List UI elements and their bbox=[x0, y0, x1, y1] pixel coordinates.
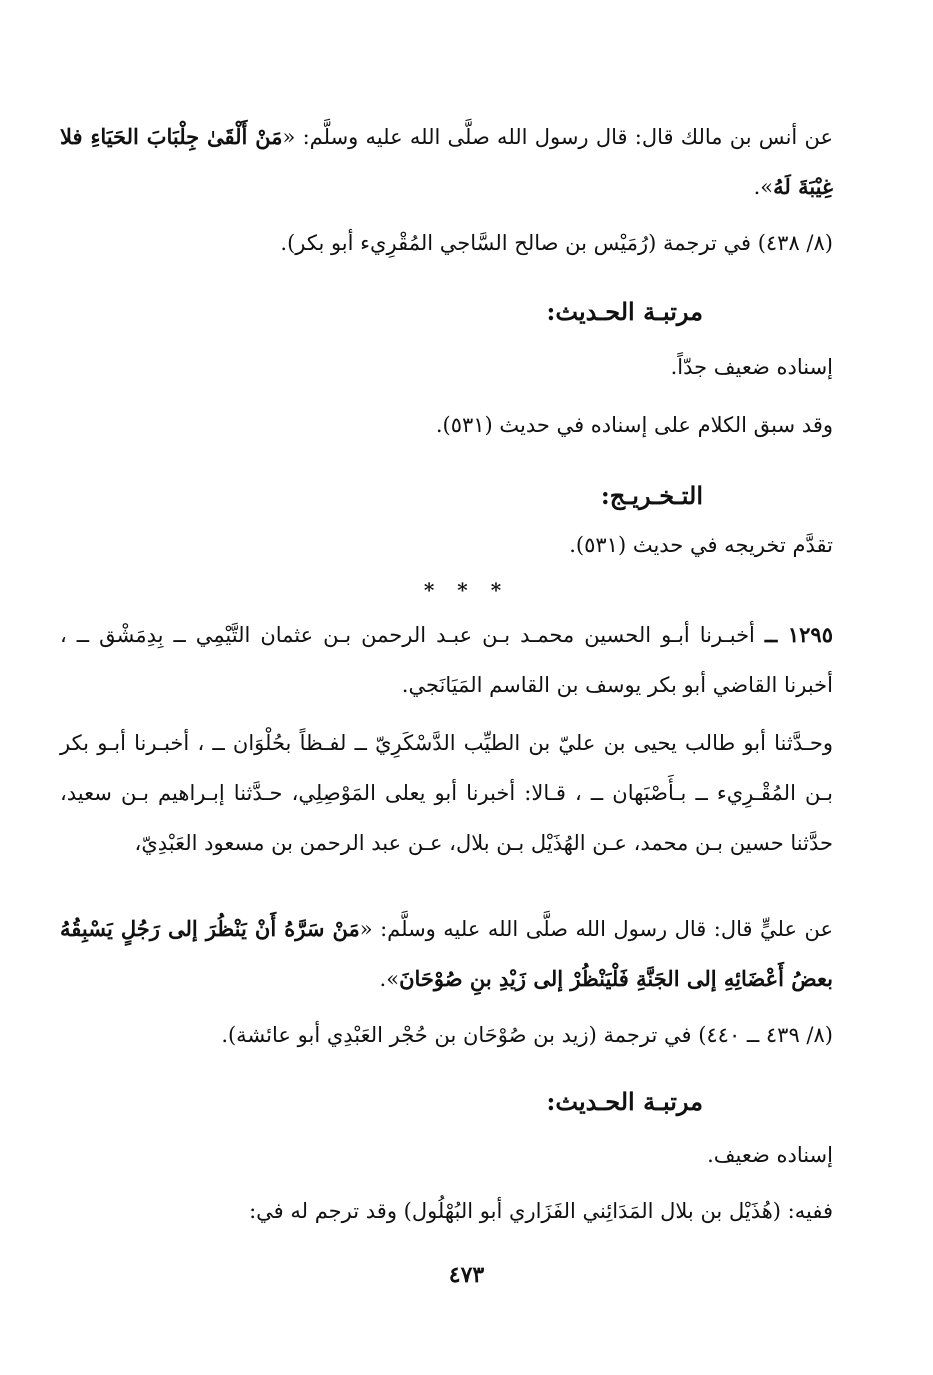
hadith-quote-close-2: ». bbox=[379, 967, 400, 991]
separator-stars: * * * bbox=[423, 578, 510, 602]
hadith-number: ١٢٩٥ ــ bbox=[764, 622, 833, 647]
grade-1: إسناده ضعيف جدّاً. bbox=[670, 355, 833, 379]
takhrij-heading: التـخـريـج: bbox=[600, 481, 703, 510]
page-number: ٤٧٣ bbox=[448, 1262, 485, 1288]
isnad-1 bbox=[60, 610, 873, 710]
grade-heading-1: مرتبـة الحـديث: bbox=[546, 297, 703, 326]
grade-heading-2: مرتبـة الحـديث: bbox=[546, 1087, 703, 1116]
hadith-quote-1: مَنْ أَلْقَىٰ جِلْبَابَ الحَيَاءِ فلا غِيْبَةَ لَهُ bbox=[60, 124, 833, 199]
grade-2: إسناده ضعيف. bbox=[707, 1143, 833, 1167]
reference-1: (٨/ ٤٣٨) في ترجمة (رُمَيْس بن صالح السَّاجي المُقْرِيء أبو بكر). bbox=[280, 231, 833, 255]
isnad-2: وحـدَّثنا أبو طالب يحيى بن عليّ بن الطيِّب الدَّسْكَرِيّ ــ لفـظاً بحُلْوَان ــ ، أخبـرنا أبـو بكر بـن المُقْـرِيء ــ بـأَصْبَهان ــ ، قـالا: أخبرنا أبو يعلى المَوْصِلِي، حـدَّثنا إبـراهيم بـن سعيد، حدَّثنا حسين بـن محمد، عـن الهُذَيْل بـن بلال، عـن عبد الرحمن بن مسعود العَبْدِيّ، bbox=[60, 731, 833, 855]
hadith-text-1 bbox=[60, 112, 873, 212]
grade-note-1: وقد سبق الكلام على إسناده في حديث (٥٣١). bbox=[435, 413, 833, 437]
grade-note-2: ففيه: (هُذَيْل بن بلال المَدَائِني الفَزَاري أبو البُهْلُول) وقد ترجم له في: bbox=[249, 1199, 833, 1223]
hadith-intro-2: عن عليٍّ قال: قال رسول الله صلَّى الله عليه وسلَّم: « bbox=[359, 917, 833, 941]
isnad-1-text: أخبـرنا أبـو الحسين محمـد بـن عبـد الرحمن بـن عثمان التَّيْمِي ــ بِدِمَشْق ــ ، أخبرنا القاضي أبو بكر يوسف بن القاسم المَيَانَجي. bbox=[60, 623, 833, 697]
hadith-intro-1: عن أنس بن مالك قال: قال رسول الله صلَّى الله عليه وسلَّم: « bbox=[282, 125, 833, 149]
hadith-quote-close-1: ». bbox=[753, 175, 774, 199]
hadith-quote-2: مَنْ سَرَّهُ أَنْ يَنْظُرَ إلى رَجُلٍ يَسْبِقُهُ بعضُ أَعْضَائِهِ إلى الجَنَّةِ فَلْيَنْظُرْ إلى زَيْدِ بنِ صُوْحَانَ bbox=[60, 916, 833, 991]
takhrij-text: تقدَّم تخريجه في حديث (٥٣١). bbox=[569, 533, 833, 557]
reference-2: (٨/ ٤٣٩ ــ ٤٤٠) في ترجمة (زيد بن صُوْحَان بن حُجْر العَبْدِي أبو عائشة). bbox=[221, 1023, 833, 1047]
hadith-text-2 bbox=[60, 904, 873, 1004]
